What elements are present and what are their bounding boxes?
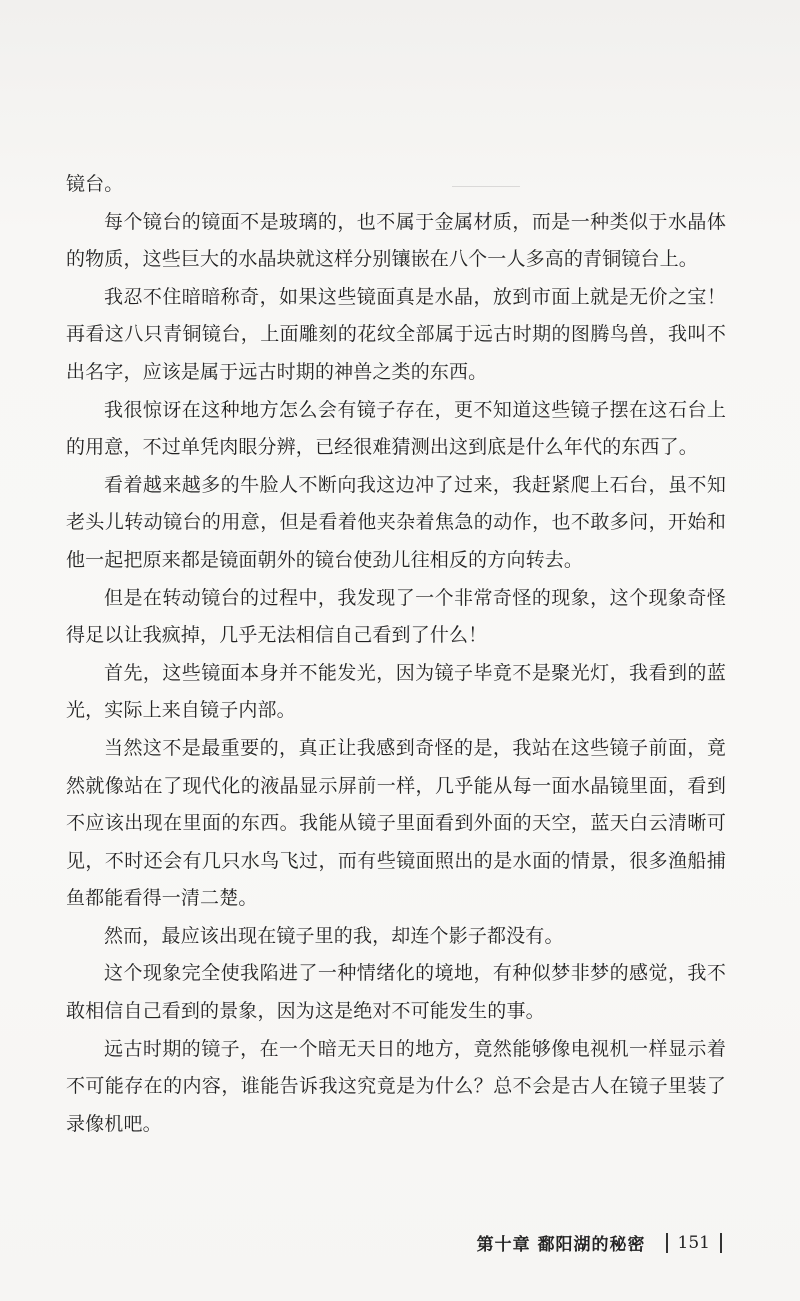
paragraph: 当然这不是最重要的，真正让我感到奇怪的是，我站在这些镜子前面，竟然就像站在了现代化的液晶显示屏前一样，几乎能从每一面水晶镜里面，看到不应该出现在里面的东西。我能从镜子里面看到外面的天空，蓝天白云清晰可见，不时还会有几只水鸟飞过，而有些镜面照出的是水面的情景，很多渔船捕鱼都能看得一清二楚。 bbox=[66, 736, 726, 910]
paragraph: 首先，这些镜面本身并不能发光，因为镜子毕竟不是聚光灯，我看到的蓝光，实际上来自镜子内部。 bbox=[66, 661, 726, 722]
paragraph: 然而，最应该出现在镜子里的我，却连个影子都没有。 bbox=[104, 924, 564, 947]
paragraph: 看着越来越多的牛脸人不断向我这边冲了过来，我赶紧爬上石台，虽不知老头儿转动镜台的用意，但是看着他夹杂着焦急的动作，也不敢多问，开始和他一起把原来都是镜面朝外的镜台使劲儿往相反的方向转去。 bbox=[66, 473, 726, 571]
body-text bbox=[66, 166, 726, 1143]
paragraph: 镜台。 bbox=[66, 173, 124, 195]
footer-divider bbox=[666, 1233, 668, 1253]
paragraph: 但是在转动镜台的过程中，我发现了一个非常奇怪的现象，这个现象奇怪得足以让我疯掉，几乎无法相信自己看到了什么！ bbox=[66, 586, 726, 647]
page-number: 151 bbox=[677, 1232, 710, 1253]
footer-divider bbox=[720, 1233, 722, 1253]
paragraph: 我忍不住暗暗称奇，如果这些镜面真是水晶，放到市面上就是无价之宝！再看这八只青铜镜台，上面雕刻的花纹全部属于远古时期的图腾鸟兽，我叫不出名字，应该是属于远古时期的神兽之类的东西。 bbox=[66, 285, 726, 383]
paragraph: 这个现象完全使我陷进了一种情绪化的境地，有种似梦非梦的感觉，我不敢相信自己看到的景象，因为这是绝对不可能发生的事。 bbox=[66, 962, 726, 1023]
page-footer bbox=[477, 1230, 722, 1255]
paragraph: 每个镜台的镜面不是玻璃的，也不属于金属材质，而是一种类似于水晶体的物质，这些巨大的水晶块就这样分别镶嵌在八个一人多高的青铜镜台上。 bbox=[66, 210, 726, 271]
chapter-title: 第十章 鄱阳湖的秘密 bbox=[476, 1235, 646, 1255]
paragraph: 我很惊讶在这种地方怎么会有镜子存在，更不知道这些镜子摆在这石台上的用意，不过单凭肉眼分辨，已经很难猜测出这到底是什么年代的东西了。 bbox=[66, 398, 726, 459]
paragraph: 远古时期的镜子，在一个暗无天日的地方，竟然能够像电视机一样显示着不可能存在的内容，谁能告诉我这究竟是为什么？总不会是古人在镜子里装了录像机吧。 bbox=[66, 1037, 726, 1135]
